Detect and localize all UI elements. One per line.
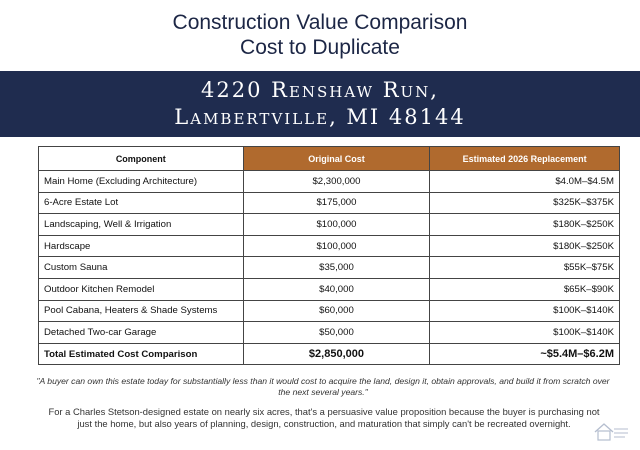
row-replacement-cost: $4.0M–$4.5M [430,171,620,193]
row-replacement-cost: $100K–$140K [430,300,620,322]
table-row [39,257,620,279]
row-replacement-cost: $180K–$250K [430,235,620,257]
row-original-cost: $100,000 [243,235,430,257]
row-original-cost: $35,000 [243,257,430,279]
table-row [39,300,620,322]
total-replacement-cost: ~$5.4M–$6.2M [430,343,620,365]
row-component: Hardscape [39,235,244,257]
table-row [39,322,620,344]
row-replacement-cost: $55K–$75K [430,257,620,279]
row-component: Detached Two-car Garage [39,322,244,344]
title-line-2: Cost to Duplicate [240,36,400,59]
realtor-house-logo-icon [592,420,630,444]
row-replacement-cost: $180K–$250K [430,214,620,236]
total-label: Total Estimated Cost Comparison [39,343,244,365]
row-original-cost: $100,000 [243,214,430,236]
address-banner [0,71,640,137]
row-component: Custom Sauna [39,257,244,279]
row-component: Landscaping, Well & Irrigation [39,214,244,236]
row-replacement-cost: $65K–$90K [430,278,620,300]
row-component: Outdoor Kitchen Remodel [39,278,244,300]
row-component: Pool Cabana, Heaters & Shade Systems [39,300,244,322]
row-original-cost: $40,000 [243,278,430,300]
table-row [39,171,620,193]
row-replacement-cost: $100K–$140K [430,322,620,344]
header-component: Component [39,147,244,171]
buyer-quote: "A buyer can own this estate today for substantially less than it would cost to acquire the land, design it, obtain approvals, and build it from scratch over the next several years." [36,376,610,397]
page-title [0,10,640,60]
table-row [39,235,620,257]
total-original-cost: $2,850,000 [243,343,430,365]
table-header-row [39,147,620,171]
table-row [39,214,620,236]
address-line-1: 4220 Renshaw Run, [201,78,439,102]
row-replacement-cost: $325K–$375K [430,192,620,214]
header-replacement: Estimated 2026 Replacement [430,147,620,171]
table-total-row [39,343,620,365]
row-original-cost: $175,000 [243,192,430,214]
title-line-1: Construction Value Comparison [172,11,468,34]
address-line-2: Lambertville, MI 48144 [174,105,466,129]
value-paragraph: For a Charles Stetson-designed estate on nearly six acres, that's a persuasive value proposition because the buyer is purchasing not just the home, but also years of planning, design, construction, and maturation that simply can't be recreated overnight. [48,406,600,429]
row-original-cost: $2,300,000 [243,171,430,193]
header-original-cost: Original Cost [243,147,430,171]
cost-comparison-table [38,146,620,365]
row-original-cost: $50,000 [243,322,430,344]
table-row [39,278,620,300]
row-original-cost: $60,000 [243,300,430,322]
table-row [39,192,620,214]
row-component: Main Home (Excluding Architecture) [39,171,244,193]
row-component: 6-Acre Estate Lot [39,192,244,214]
